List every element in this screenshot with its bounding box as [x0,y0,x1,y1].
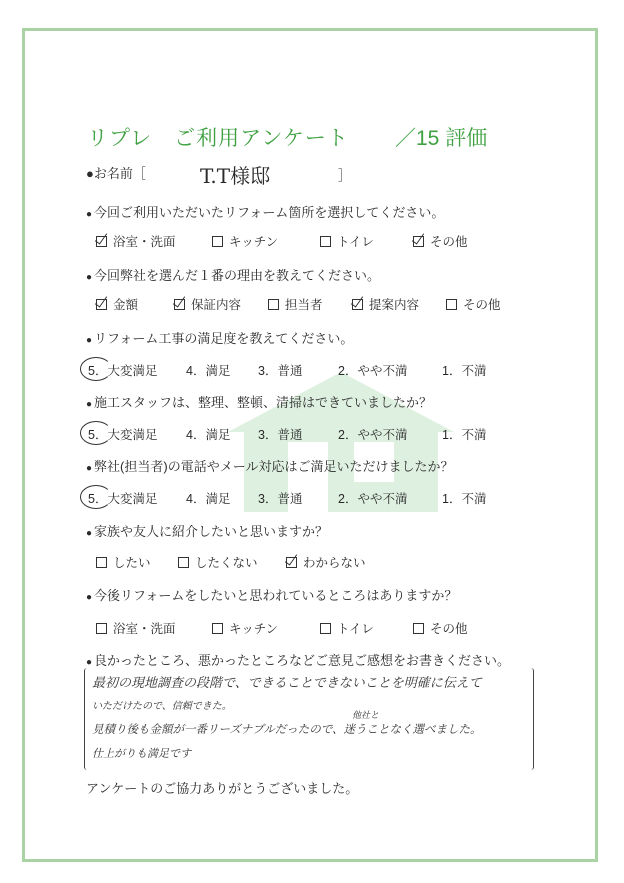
q1-option-kitchen[interactable]: キッチン [212,232,278,250]
q4-scale-3[interactable]: 3．普通 [258,428,303,442]
q3-scale-2[interactable]: 2．やや不満 [338,364,408,378]
q2-option-warranty[interactable]: 保証内容 [174,295,241,313]
q5-scale-2[interactable]: 2．やや不満 [338,492,408,506]
q5-scale-1[interactable]: 1．不満 [442,492,487,506]
comment-insertion-note: 他社と [352,711,380,721]
thank-you-footer: アンケートのご協力ありがとうございました。 [86,781,359,796]
comment-line-1: 最初の現地調査の段階で、できることできないことを明確に伝えて [92,676,482,691]
q4-scale-1[interactable]: 1．不満 [442,428,487,442]
name-label: ●お名前［ [86,166,146,181]
question-8: ● 良かったところ、悪かったところなどご意見ご感想をお書きください。 [86,653,511,668]
q6-option-no[interactable]: したくない [178,553,258,571]
q1-option-bath[interactable]: 浴室・洗面 [96,232,176,250]
q3-scale-5[interactable]: 5．大変満足 [88,364,158,378]
q3-scale-1[interactable]: 1．不満 [442,364,487,378]
comment-line-2: いただけたので、信頼できた。 [92,701,232,712]
question-7: ● 今後リフォームをしたいと思われているところはありますか？ [86,588,458,603]
q3-scale-3[interactable]: 3．普通 [258,364,303,378]
q2-option-price[interactable]: 金額 [96,295,138,313]
survey-title: リプレ ご利用アンケート [87,127,349,150]
name-value: T.T様邸 [200,164,271,188]
comment-line-4: 仕上がりも満足です [92,747,191,760]
q1-option-other[interactable]: その他 [413,232,468,250]
q2-option-proposal[interactable]: 提案内容 [352,295,419,313]
q3-scale-4[interactable]: 4．満足 [186,364,231,378]
q7-option-other[interactable]: その他 [413,619,468,637]
q7-option-bath[interactable]: 浴室・洗面 [96,619,176,637]
q4-scale-5[interactable]: 5．大変満足 [88,428,158,442]
question-4: ● 施工スタッフは、整理、整頓、清掃はできていましたか？ [86,395,433,410]
question-5: ● 弊社(担当者)の電話やメール対応はご満足いただけましたか？ [86,459,454,474]
score-label: ／15 評価 [395,127,488,150]
q5-scale-5[interactable]: 5．大変満足 [88,492,158,506]
q5-scale-4[interactable]: 4．満足 [186,492,231,506]
question-1: ● 今回ご利用いただいたリフォーム箇所を選択してください。 [86,205,445,220]
q4-scale-4[interactable]: 4．満足 [186,428,231,442]
q4-scale-2[interactable]: 2．やや不満 [338,428,408,442]
name-bracket-close: ］ [338,168,352,183]
q6-option-unsure[interactable]: わからない [286,553,366,571]
question-2: ● 今回弊社を選んだ１番の理由を教えてください。 [86,268,381,283]
q6-option-yes[interactable]: したい [96,553,151,571]
q7-option-toilet[interactable]: トイレ [320,619,374,637]
q2-option-staff[interactable]: 担当者 [268,295,323,313]
q7-option-kitchen[interactable]: キッチン [212,619,278,637]
q2-option-other[interactable]: その他 [446,295,501,313]
q5-scale-3[interactable]: 3．普通 [258,492,303,506]
q1-option-toilet[interactable]: トイレ [320,232,374,250]
question-3: ● リフォーム工事の満足度を教えてください。 [86,331,354,346]
question-6: ● 家族や友人に紹介したいと思いますか？ [86,524,329,539]
comment-line-3: 見積り後も金額が一番リーズナブルだったので、迷うことなく選べました。 [92,722,482,736]
